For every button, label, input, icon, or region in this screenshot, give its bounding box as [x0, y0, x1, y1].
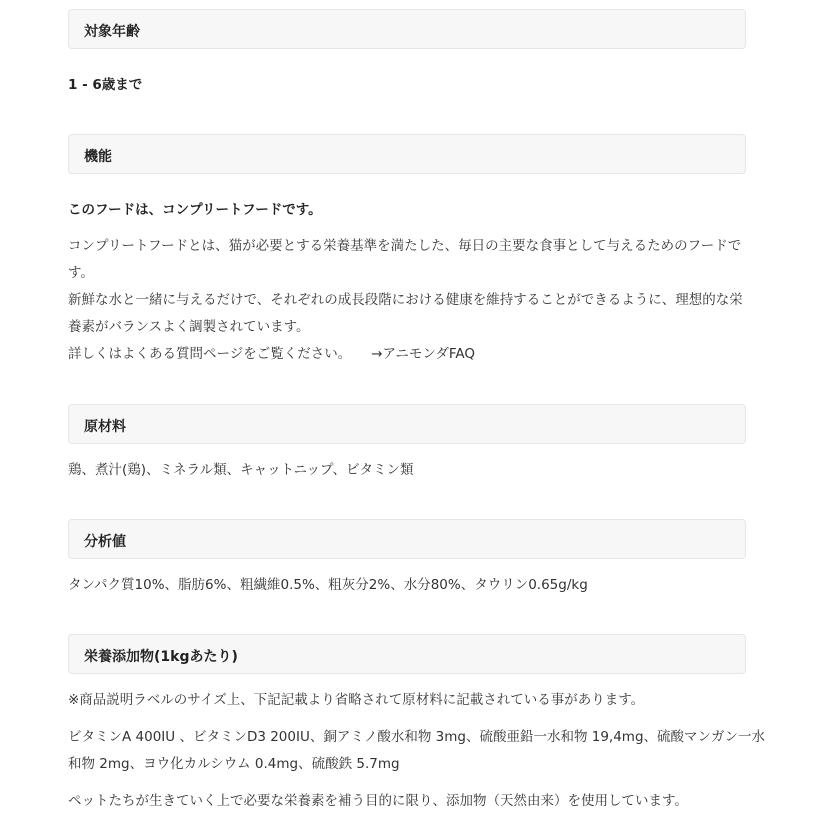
function-line-4: 養素がバランスよく調製されています。: [68, 319, 310, 335]
additives-note: ※商品説明ラベルのサイズ上、下記記載より省略されて原材料に記載されている事があります。: [68, 692, 645, 708]
ingredients-value: 鶏、煮汁(鶏)、ミネラル類、キャットニップ、ビタミン類: [68, 462, 414, 478]
function-line-5: [68, 341, 475, 368]
additives-section-header: [68, 634, 746, 674]
ingredients-section-title: 原材料: [84, 419, 126, 435]
additives-footer: ペットたちが生きていく上で必要な栄養素を補う目的に限り、添加物（天然由来）を使用しています。: [68, 793, 688, 809]
additives-line-2: 和物 2mg、ヨウ化カルシウム 0.4mg、硫酸鉄 5.7mg: [68, 756, 400, 772]
faq-intro-text: 詳しくはよくある質問ページをご覧ください。: [68, 346, 352, 362]
function-line-1: コンプリートフードとは、猫が必要とする栄養基準を満たした、毎日の主要な食事として与えるためのフードで: [68, 238, 742, 254]
ingredients-section-header: [68, 404, 746, 444]
function-section-header: [68, 134, 746, 174]
additives-section-title: 栄養添加物(1kgあたり): [84, 649, 238, 665]
analysis-section-title: 分析値: [84, 534, 126, 550]
age-value: 1 - 6歳まで: [68, 77, 143, 93]
function-section-title: 機能: [84, 149, 112, 165]
function-lead: このフードは、コンプリートフードです。: [68, 202, 322, 218]
function-line-2: す。: [68, 265, 94, 281]
additives-line-1: ビタミンA 400IU 、ビタミンD3 200IU、銅アミノ酸水和物 3mg、硫酸亜鉛一水和物 19,4mg、硫酸マンガン一水: [68, 729, 766, 745]
faq-link[interactable]: →アニモンダFAQ: [371, 346, 475, 362]
analysis-section-header: [68, 519, 746, 559]
analysis-value: タンパク質10%、脂肪6%、粗繊維0.5%、粗灰分2%、水分80%、タウリン0.65g/kg: [68, 577, 588, 593]
age-section-title: 対象年齢: [84, 24, 140, 40]
age-section-header: [68, 9, 746, 49]
function-line-3: 新鮮な水と一緒に与えるだけで、それぞれの成長段階における健康を維持することができるように、理想的な栄: [68, 292, 743, 308]
